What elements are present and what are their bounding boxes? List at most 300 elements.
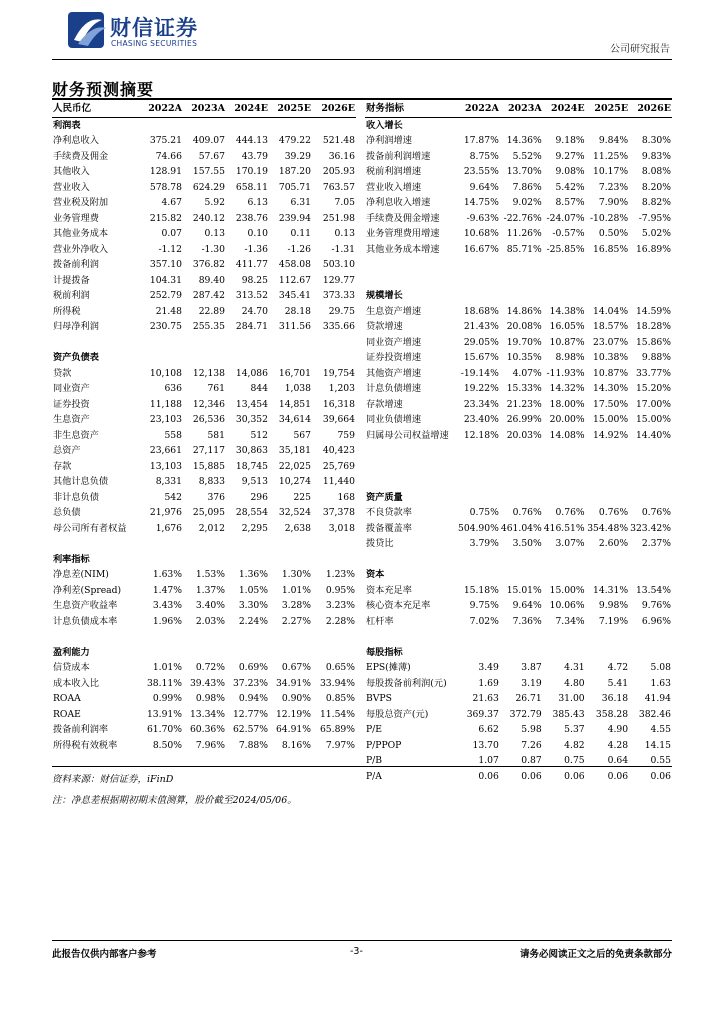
spacer-cell xyxy=(52,536,356,552)
value-cell: 0.13 xyxy=(334,228,355,239)
spacer-cell xyxy=(52,629,356,645)
value-cell: 13,103 xyxy=(149,460,182,472)
table-row xyxy=(365,769,672,785)
row-label: P/PPOP xyxy=(366,739,402,751)
value-cell: 0.72% xyxy=(195,662,225,673)
value-cell: 40,423 xyxy=(322,445,355,456)
value-cell: 13.70 xyxy=(472,739,499,751)
value-cell: 15.00% xyxy=(593,414,629,425)
table-row xyxy=(365,428,672,444)
value-cell: 11.25% xyxy=(593,150,629,162)
value-cell: 7.26 xyxy=(521,739,542,751)
row-label: 每股拨备前利润(元) xyxy=(366,677,447,689)
value-cell: 3.87 xyxy=(521,662,542,673)
value-cell: 0.06 xyxy=(650,770,671,782)
value-cell: 0.76% xyxy=(512,507,542,518)
row-label: 拨备覆盖率 xyxy=(366,522,412,534)
value-cell: 375.21 xyxy=(149,135,182,146)
row-label: 生息资产收益率 xyxy=(53,600,118,611)
value-cell: 14,086 xyxy=(235,367,268,379)
value-cell: 9.88% xyxy=(641,352,671,363)
value-cell: 14.15 xyxy=(644,739,671,751)
table-row xyxy=(52,257,356,273)
value-cell: 14.30% xyxy=(593,383,629,394)
spacer-row xyxy=(365,552,672,568)
row-label: 总负债 xyxy=(53,507,81,518)
spacer-cell xyxy=(365,257,672,273)
company-logo xyxy=(66,10,226,52)
value-cell: 14.86% xyxy=(506,305,542,317)
value-cell: 30,352 xyxy=(235,414,268,425)
value-cell: 4.55 xyxy=(650,724,671,735)
value-cell: 20.08% xyxy=(506,321,542,332)
value-cell: 4.67 xyxy=(161,197,182,208)
value-cell: 512 xyxy=(250,429,268,441)
value-cell: 225 xyxy=(293,491,311,503)
row-label: 归属母公司权益增速 xyxy=(366,429,449,441)
value-cell: 98.25 xyxy=(241,274,268,286)
value-cell: 358.28 xyxy=(595,708,629,720)
value-cell: 85.71% xyxy=(506,243,542,255)
table-row xyxy=(365,319,672,335)
value-cell: 479.22 xyxy=(278,135,311,146)
table-row xyxy=(52,412,356,428)
value-cell: 763.57 xyxy=(322,181,355,193)
value-cell: 74.66 xyxy=(155,150,182,162)
value-cell: 187.20 xyxy=(278,166,311,177)
value-cell: 542 xyxy=(164,491,182,503)
header-divider xyxy=(52,59,672,60)
row-label: 业务管理费用增速 xyxy=(366,228,440,239)
column-header-year: 2025E xyxy=(586,101,629,117)
value-cell: 252.79 xyxy=(149,290,182,301)
value-cell: 373.33 xyxy=(322,290,355,301)
value-cell: 12,138 xyxy=(192,367,225,379)
value-cell: 26.71 xyxy=(515,693,542,704)
table-row xyxy=(52,614,356,630)
table-row xyxy=(365,660,672,676)
row-label: 净利差(Spread) xyxy=(53,584,122,596)
value-cell: 12,346 xyxy=(192,398,225,410)
value-cell: 376.82 xyxy=(192,259,225,270)
value-cell: 14.36% xyxy=(506,135,542,146)
value-cell: 0.10 xyxy=(247,228,268,239)
value-cell: 1.53% xyxy=(195,569,225,580)
row-label: 同业负债增速 xyxy=(366,414,422,425)
value-cell: 16.85% xyxy=(593,243,629,255)
value-cell: 1,203 xyxy=(328,383,355,394)
value-cell: -9.63% xyxy=(466,212,499,224)
value-cell: 503.10 xyxy=(322,259,355,270)
value-cell: -19.14% xyxy=(460,367,499,379)
value-cell: 7.88% xyxy=(238,739,268,751)
group-title: 收入增长 xyxy=(366,119,403,131)
table-row xyxy=(365,366,672,382)
row-label: 生息资产 xyxy=(53,414,90,425)
group-header-row xyxy=(365,117,672,133)
value-cell: 1,038 xyxy=(284,383,311,394)
value-cell: 9.64% xyxy=(469,181,499,193)
table-row xyxy=(52,180,356,196)
row-label: 拨备前利润 xyxy=(53,259,99,270)
value-cell: 11,188 xyxy=(149,398,182,410)
row-label: 生息资产增速 xyxy=(366,305,422,317)
spacer-row xyxy=(365,459,672,475)
value-cell: 0.64 xyxy=(607,755,629,766)
value-cell: 5.02% xyxy=(641,228,671,239)
value-cell: 5.08 xyxy=(650,662,671,673)
value-cell: 239.94 xyxy=(278,212,311,224)
value-cell: 1.01% xyxy=(152,662,182,673)
value-cell: 1.63 xyxy=(650,677,671,689)
row-label: ROAE xyxy=(53,708,81,720)
value-cell: 11.54% xyxy=(319,708,355,720)
row-label: 贷款增速 xyxy=(366,321,403,332)
value-cell: 14.75% xyxy=(463,197,499,208)
value-cell: 2.27% xyxy=(281,615,311,627)
column-header-year: 2026E xyxy=(312,101,356,117)
column-header-year: 2023A xyxy=(183,101,226,117)
value-cell: 14.59% xyxy=(635,305,671,317)
value-cell: -22.76% xyxy=(503,212,542,224)
group-title: 每股指标 xyxy=(366,646,403,658)
value-cell: 25,769 xyxy=(322,460,355,472)
value-cell: 168 xyxy=(337,491,355,503)
value-cell: -7.95% xyxy=(638,212,671,224)
column-header-year: 2024E xyxy=(543,101,586,117)
table-row xyxy=(365,149,672,165)
value-cell: 30,863 xyxy=(235,445,268,456)
group-header-row xyxy=(52,117,356,133)
table-row xyxy=(365,598,672,614)
value-cell: -10.28% xyxy=(589,212,629,224)
spacer-row xyxy=(52,629,356,645)
value-cell: 9.27% xyxy=(555,150,585,162)
table-row xyxy=(365,180,672,196)
value-cell: 3.49 xyxy=(478,662,499,673)
value-cell: 335.66 xyxy=(322,321,355,332)
row-label: BVPS xyxy=(366,693,392,704)
value-cell: 461.04% xyxy=(500,522,542,534)
value-cell: 17.00% xyxy=(635,398,671,410)
value-cell: 18.28% xyxy=(635,321,671,332)
value-cell: 5.41 xyxy=(607,677,629,689)
table-row xyxy=(365,226,672,242)
row-label: 母公司所有者权益 xyxy=(53,522,127,534)
table-row xyxy=(52,567,356,583)
value-cell: 7.96% xyxy=(195,739,225,751)
row-label: ROAA xyxy=(53,693,81,704)
value-cell: 129.77 xyxy=(322,274,355,286)
table-bottom-divider xyxy=(52,766,672,767)
value-cell: 205.93 xyxy=(322,166,355,177)
method-note: 注：净息差根据期初期末值测算，股价截至2024/05/06。 xyxy=(52,795,297,806)
row-label: 计息负债成本率 xyxy=(53,615,118,627)
row-label: 营业税及附加 xyxy=(53,197,109,208)
table-row xyxy=(52,164,356,180)
row-label: 每股总资产(元) xyxy=(366,708,429,720)
value-cell: 3.19 xyxy=(521,677,542,689)
value-cell: 458.08 xyxy=(278,259,311,270)
value-cell: 0.76% xyxy=(641,507,671,518)
value-cell: 357.10 xyxy=(149,259,182,270)
column-header-year: 2024E xyxy=(226,101,269,117)
group-header-row xyxy=(365,490,672,506)
value-cell: 11,440 xyxy=(322,476,355,487)
value-cell: 15.33% xyxy=(506,383,542,394)
value-cell: 409.07 xyxy=(192,135,225,146)
value-cell: 28,554 xyxy=(235,507,268,518)
table-row xyxy=(52,319,356,335)
table-row xyxy=(365,536,672,552)
value-cell: 251.98 xyxy=(322,212,355,224)
value-cell: 558 xyxy=(164,429,182,441)
table-row xyxy=(52,133,356,149)
value-cell: 8.08% xyxy=(641,166,671,177)
row-label: 拨贷比 xyxy=(366,538,394,549)
table-row xyxy=(365,722,672,738)
value-cell: 7.05 xyxy=(334,197,355,208)
value-cell: 39,664 xyxy=(322,414,355,425)
value-cell: 41.94 xyxy=(644,693,671,704)
footer-disclaimer-left: 此报告仅供内部客户参考 xyxy=(52,949,157,960)
value-cell: 238.76 xyxy=(235,212,268,224)
value-cell: 24.70 xyxy=(241,305,268,317)
value-cell: 5.52% xyxy=(512,150,542,162)
value-cell: 89.40 xyxy=(198,274,225,286)
value-cell: 10.35% xyxy=(506,352,542,363)
value-cell: 21.43% xyxy=(463,321,499,332)
spacer-cell xyxy=(365,273,672,289)
value-cell: 844 xyxy=(250,383,268,394)
value-cell: 5.92 xyxy=(204,197,225,208)
logo-text-en: CHASING SECURITIES xyxy=(111,39,198,48)
value-cell: 2.37% xyxy=(641,538,671,549)
value-cell: 372.79 xyxy=(509,708,542,720)
value-cell: 1,676 xyxy=(155,522,182,534)
value-cell: 34,614 xyxy=(278,414,311,425)
spacer-row xyxy=(52,335,356,351)
value-cell: 18.68% xyxy=(463,305,499,317)
row-label: 税前利润 xyxy=(53,290,90,301)
row-label: 其他业务成本增速 xyxy=(366,243,440,255)
value-cell: 29.05% xyxy=(463,336,499,348)
value-cell: 14.04% xyxy=(593,305,629,317)
value-cell: 4.80 xyxy=(564,677,585,689)
value-cell: 9.98% xyxy=(598,600,629,611)
value-cell: 8.20% xyxy=(641,181,671,193)
row-label: 存款 xyxy=(53,460,72,472)
value-cell: 14.32% xyxy=(549,383,585,394)
value-cell: 0.06 xyxy=(564,770,585,782)
value-cell: 761 xyxy=(207,383,225,394)
value-cell: 9.02% xyxy=(512,197,542,208)
spacer-row xyxy=(365,474,672,490)
value-cell: 38.11% xyxy=(146,677,182,689)
value-cell: 323.42% xyxy=(630,522,671,534)
value-cell: 4.28 xyxy=(607,739,629,751)
value-cell: 20.00% xyxy=(549,414,585,425)
value-cell: 20.03% xyxy=(506,429,542,441)
value-cell: 385.43 xyxy=(552,708,585,720)
value-cell: 157.55 xyxy=(192,166,225,177)
value-cell: 6.96% xyxy=(641,615,671,627)
value-cell: 61.70% xyxy=(146,724,182,735)
spacer-row xyxy=(52,536,356,552)
row-label: 所得税 xyxy=(53,305,81,317)
value-cell: 369.37 xyxy=(466,708,499,720)
value-cell: 8.75% xyxy=(469,150,499,162)
value-cell: 521.48 xyxy=(322,135,355,146)
value-cell: 12.77% xyxy=(232,708,268,720)
value-cell: 43.79 xyxy=(241,150,268,162)
value-cell: 39.43% xyxy=(189,677,225,689)
value-cell: 3.40% xyxy=(195,600,225,611)
value-cell: 0.85% xyxy=(325,693,355,704)
logo-mark-icon xyxy=(66,10,110,50)
row-label: P/A xyxy=(366,770,382,782)
table-row xyxy=(365,614,672,630)
row-label: 贷款 xyxy=(53,367,72,379)
value-cell: 15.00% xyxy=(635,414,671,425)
row-label: 其他收入 xyxy=(53,166,90,177)
table-row xyxy=(365,304,672,320)
value-cell: 16.67% xyxy=(463,243,499,255)
value-cell: 0.06 xyxy=(478,770,499,782)
value-cell: 6.62 xyxy=(478,724,499,735)
value-cell: 759 xyxy=(337,429,355,441)
value-cell: 3.50% xyxy=(512,538,542,549)
table-row xyxy=(52,304,356,320)
value-cell: 0.11 xyxy=(290,228,311,239)
value-cell: 32,524 xyxy=(278,507,311,518)
group-header-row xyxy=(365,645,672,661)
value-cell: 21,976 xyxy=(149,507,182,518)
group-header-row xyxy=(365,288,672,304)
group-title: 资本 xyxy=(366,569,385,580)
value-cell: 11.26% xyxy=(506,228,542,239)
value-cell: 1.30% xyxy=(281,569,311,580)
table-row xyxy=(52,505,356,521)
value-cell: 15.67% xyxy=(463,352,499,363)
value-cell: 230.75 xyxy=(149,321,182,332)
table-row xyxy=(52,149,356,165)
value-cell: 62.57% xyxy=(232,724,268,735)
value-cell: 0.98% xyxy=(195,693,225,704)
spacer-cell xyxy=(52,335,356,351)
value-cell: 10.87% xyxy=(593,367,629,379)
value-cell: 10,108 xyxy=(149,367,182,379)
value-cell: 12.18% xyxy=(463,429,499,441)
value-cell: 0.06 xyxy=(521,770,542,782)
row-label: 证券投资 xyxy=(53,398,90,410)
value-cell: 0.55 xyxy=(650,755,671,766)
income-balance-table xyxy=(52,101,356,753)
value-cell: 170.19 xyxy=(235,166,268,177)
value-cell: 1.01% xyxy=(281,584,311,596)
table-row xyxy=(365,583,672,599)
table-row xyxy=(52,722,356,738)
value-cell: 416.51% xyxy=(543,522,585,534)
row-label: 税前利润增速 xyxy=(366,166,422,177)
value-cell: -1.12 xyxy=(158,243,182,255)
column-header-label: 财务指标 xyxy=(365,101,455,117)
value-cell: 19.22% xyxy=(463,383,499,394)
table-row xyxy=(52,521,356,537)
section-title: 财务预测摘要 xyxy=(52,80,155,99)
value-cell: 8.82% xyxy=(641,197,671,208)
spacer-cell xyxy=(365,552,672,568)
value-cell: 3,018 xyxy=(328,522,355,534)
table-row xyxy=(365,381,672,397)
group-title: 资产负债表 xyxy=(53,352,99,363)
value-cell: 4.82 xyxy=(564,739,585,751)
table-row xyxy=(365,211,672,227)
group-header-row xyxy=(52,645,356,661)
value-cell: 1.96% xyxy=(152,615,182,627)
value-cell: 64.91% xyxy=(275,724,311,735)
value-cell: 104.31 xyxy=(149,274,182,286)
value-cell: 7.23% xyxy=(598,181,629,193)
value-cell: 8.50% xyxy=(152,739,182,751)
value-cell: -1.31 xyxy=(331,243,355,255)
column-header-year: 2022A xyxy=(140,101,183,117)
value-cell: 1.36% xyxy=(238,569,268,580)
table-row xyxy=(365,521,672,537)
value-cell: 411.77 xyxy=(235,259,268,270)
value-cell: -0.57% xyxy=(552,228,585,239)
value-cell: 6.13 xyxy=(247,197,268,208)
value-cell: 13,454 xyxy=(235,398,268,410)
value-cell: 21.63 xyxy=(472,693,499,704)
group-header-row xyxy=(52,552,356,568)
value-cell: 16,701 xyxy=(278,367,311,379)
table-row xyxy=(52,459,356,475)
value-cell: 0.75% xyxy=(469,507,499,518)
group-header-row xyxy=(52,350,356,366)
column-header-year: 2025E xyxy=(269,101,312,117)
value-cell: 39.29 xyxy=(284,150,311,162)
value-cell: 7.36% xyxy=(512,615,542,627)
value-cell: 345.41 xyxy=(278,290,311,301)
table-row xyxy=(52,443,356,459)
row-label: 净息差(NIM) xyxy=(53,569,109,580)
value-cell: 26.99% xyxy=(506,414,542,425)
row-label: 资本充足率 xyxy=(366,584,412,596)
source-note: 资料来源：财信证券，iFinD xyxy=(52,774,174,785)
value-cell: 15.00% xyxy=(549,584,585,596)
column-header-year: 2022A xyxy=(455,101,499,117)
value-cell: 3.79% xyxy=(469,538,499,549)
value-cell: 7.97% xyxy=(325,739,355,751)
value-cell: 2.03% xyxy=(195,615,225,627)
table-row xyxy=(52,676,356,692)
row-label: P/B xyxy=(366,755,383,766)
value-cell: 36.16 xyxy=(328,150,355,162)
value-cell: 18.57% xyxy=(593,321,629,332)
value-cell: 8,331 xyxy=(155,476,182,487)
value-cell: 444.13 xyxy=(235,135,268,146)
value-cell: 18.00% xyxy=(549,398,585,410)
value-cell: 1.23% xyxy=(325,569,355,580)
value-cell: 3.28% xyxy=(281,600,311,611)
value-cell: 0.07 xyxy=(161,228,182,239)
table-row xyxy=(52,707,356,723)
value-cell: 0.65% xyxy=(325,662,355,673)
row-label: 拨备前利润率 xyxy=(53,724,109,735)
row-label: 非计息负债 xyxy=(53,491,99,503)
table-row xyxy=(52,598,356,614)
